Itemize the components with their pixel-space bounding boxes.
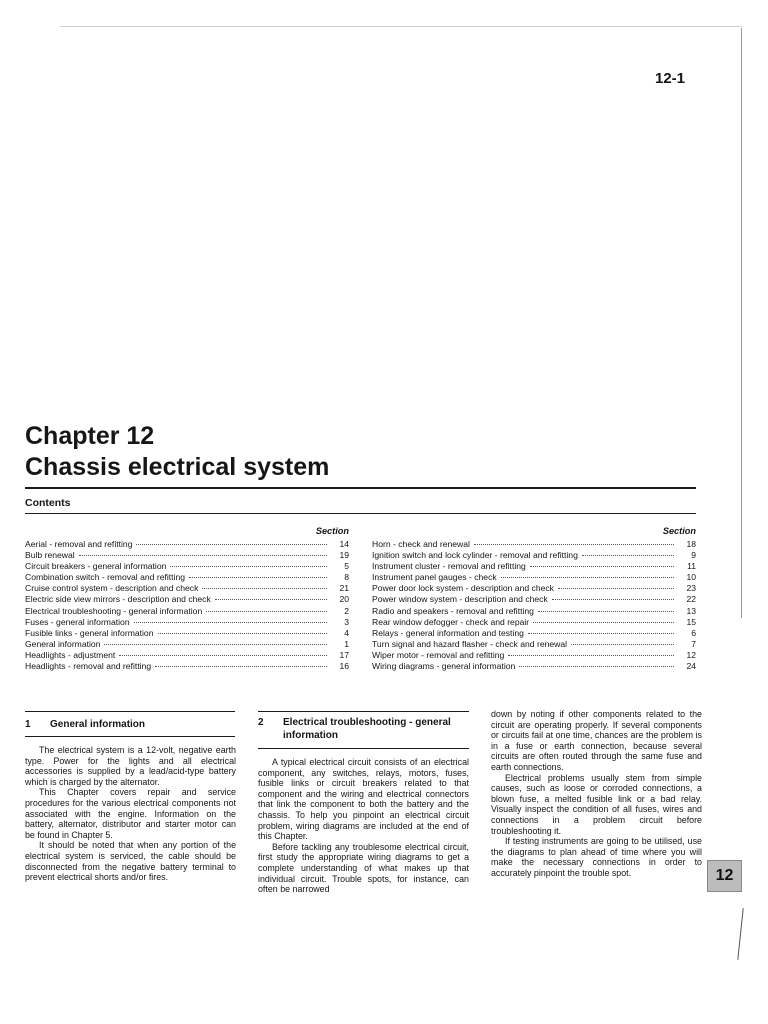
contents-entry-title: Cruise control system - description and check bbox=[25, 583, 199, 594]
margin-pen-mark bbox=[737, 908, 743, 960]
chapter-number: Chapter 12 bbox=[25, 422, 155, 450]
contents-entry bbox=[372, 550, 696, 561]
contents-entry-title: Electric side view mirrors - description and check bbox=[25, 594, 211, 605]
contents-entry bbox=[25, 539, 349, 550]
chapter-tab bbox=[707, 860, 742, 892]
contents-entry-title: Electrical troubleshooting - general information bbox=[25, 605, 203, 616]
contents-entry-title: Power window system - description and check bbox=[372, 594, 548, 605]
contents-entry bbox=[372, 539, 696, 550]
contents-leader-dots bbox=[571, 644, 674, 645]
contents-leader-dots bbox=[215, 599, 327, 600]
contents-leader-dots bbox=[104, 644, 327, 645]
contents-entry-title: Radio and speakers - removal and refitting bbox=[372, 605, 534, 616]
chapter-tab-label: 12 bbox=[715, 867, 734, 884]
contents-entry-title: Aerial - removal and refitting bbox=[25, 539, 133, 549]
contents-leader-dots bbox=[136, 544, 327, 545]
contents-entry bbox=[372, 661, 696, 672]
contents-entry-section: 7 bbox=[691, 638, 696, 649]
section-1-title: General information bbox=[50, 719, 146, 730]
contents-entry bbox=[372, 594, 696, 605]
contents-entry-title: Horn - check and renewal bbox=[372, 539, 470, 549]
contents-right-list bbox=[372, 539, 696, 672]
section-2-continued bbox=[491, 709, 702, 879]
contents-entry-section: 20 bbox=[339, 594, 349, 605]
contents-entry bbox=[372, 639, 696, 650]
title-rule bbox=[25, 487, 696, 489]
contents-entry-section: 8 bbox=[344, 572, 349, 583]
contents-entry-section: 14 bbox=[339, 539, 349, 549]
contents-leader-dots bbox=[202, 588, 327, 589]
contents-entry-section: 2 bbox=[344, 605, 349, 616]
contents-entry bbox=[25, 639, 349, 650]
contents-leader-dots bbox=[170, 566, 327, 567]
contents-entry-title: Wiper motor - removal and refitting bbox=[372, 649, 505, 660]
contents-leader-dots bbox=[558, 588, 674, 589]
contents-entry-title: Bulb renewal bbox=[25, 550, 75, 561]
section-2-number: 2 bbox=[258, 717, 264, 728]
contents-entry-section: 23 bbox=[686, 583, 696, 594]
contents-leader-dots bbox=[155, 666, 327, 667]
contents-entry-section: 15 bbox=[686, 616, 696, 627]
chapter-title bbox=[25, 421, 329, 483]
contents-rule bbox=[25, 513, 696, 514]
section-2-body bbox=[258, 757, 469, 895]
contents-entry bbox=[25, 628, 349, 639]
contents-leader-dots bbox=[530, 566, 674, 567]
contents-leader-dots bbox=[474, 544, 674, 545]
contents-entry-section: 1 bbox=[344, 638, 349, 649]
contents-leader-dots bbox=[519, 666, 674, 667]
contents-entry bbox=[372, 561, 696, 572]
contents-entry-section: 4 bbox=[344, 627, 349, 638]
contents-entry bbox=[25, 550, 349, 561]
paragraph: down by noting if other components related to the circuit are operating properly. If several components or circuits fail at one time, chances are the problem is in a fuse or earth connection, because several circuits are often routed through the same fuse and earth connections. bbox=[491, 709, 702, 772]
contents-entry bbox=[372, 617, 696, 628]
contents-entry-title: Fusible links - general information bbox=[25, 627, 154, 638]
contents-left-list bbox=[25, 539, 349, 672]
contents-entry bbox=[25, 583, 349, 594]
contents-entry-title: Instrument cluster - removal and refitting bbox=[372, 561, 526, 572]
paragraph: If testing instruments are going to be utilised, use the diagrams to plan ahead of time where you will make the necessary connections in order to accurately pinpoint the trouble spot. bbox=[491, 836, 702, 878]
contents-entry-section: 19 bbox=[339, 550, 349, 561]
contents-entry-section: 12 bbox=[686, 649, 696, 660]
section-2-top-rule bbox=[258, 711, 469, 712]
contents-entry bbox=[25, 617, 349, 628]
paragraph: Electrical problems usually stem from simple causes, such as loose or corroded connections, a blown fuse, a melted fusible link or a bad relay. Visually inspect the condition of all fuses, wires and connections in a problem circuit before troubleshooting it. bbox=[491, 772, 702, 836]
contents-leader-dots bbox=[158, 633, 328, 634]
paragraph: A typical electrical circuit consists of an electrical component, any switches, relays, motors, fuses, fusible links or circuit breakers related to that component and the wiring and electrical connectors that link the component to both the battery and the chassis. To help you pinpoint an electrical circuit problem, wiring diagrams are included at the end of this Chapter. bbox=[258, 757, 469, 842]
contents-leader-dots bbox=[508, 655, 674, 656]
section-1-top-rule bbox=[25, 711, 235, 712]
contents-entry-title: Instrument panel gauges - check bbox=[372, 572, 497, 583]
contents-leader-dots bbox=[501, 577, 674, 578]
contents-entry-title: Fuses - general information bbox=[25, 616, 130, 627]
section-column-header: Section bbox=[662, 526, 696, 536]
contents-entry-section: 13 bbox=[686, 605, 696, 616]
contents-entry-title: Wiring diagrams - general information bbox=[372, 661, 516, 672]
paragraph: It should be noted that when any portion of the electrical system is serviced, the cable should be disconnected from the negative battery terminal to prevent electrical shorts and/or fires. bbox=[25, 840, 236, 883]
contents-left-column bbox=[25, 526, 349, 672]
contents-entry-title: Circuit breakers - general information bbox=[25, 561, 167, 572]
contents-leader-dots bbox=[538, 611, 674, 612]
contents-leader-dots bbox=[206, 611, 327, 612]
contents-entry bbox=[372, 572, 696, 583]
scan-right-edge bbox=[741, 28, 742, 618]
paragraph: This Chapter covers repair and service procedures for the various electrical components not associated with the engine. Information on the battery, alternator, distributor and starter motor can be found in Chapter 5. bbox=[25, 787, 236, 840]
contents-leader-dots bbox=[582, 555, 674, 556]
contents-entry-section: 17 bbox=[339, 649, 349, 660]
contents-entry-section: 11 bbox=[687, 561, 696, 572]
section-1-bottom-rule bbox=[25, 736, 235, 737]
contents-entry-title: Combination switch - removal and refitting bbox=[25, 572, 186, 583]
contents-entry-section: 18 bbox=[686, 539, 696, 549]
contents-entry-section: 9 bbox=[691, 550, 696, 561]
contents-entry bbox=[25, 561, 349, 572]
contents-entry-section: 22 bbox=[686, 594, 696, 605]
contents-entry bbox=[25, 650, 349, 661]
contents-entry bbox=[25, 572, 349, 583]
scan-top-edge bbox=[60, 26, 742, 27]
contents-entry-section: 16 bbox=[339, 661, 349, 672]
contents-leader-dots bbox=[119, 655, 327, 656]
contents-label: Contents bbox=[25, 497, 71, 509]
section-column-header: Section bbox=[315, 526, 349, 536]
contents-entry-title: Power door lock system - description and check bbox=[372, 583, 554, 594]
contents-entry bbox=[372, 606, 696, 617]
contents-entry-section: 3 bbox=[344, 616, 349, 627]
contents-entry bbox=[25, 661, 349, 672]
contents-entry-title: General information bbox=[25, 638, 101, 649]
contents-entry bbox=[25, 606, 349, 617]
paragraph: Before tackling any troublesome electrical circuit, first study the appropriate wiring diagrams to get a complete understanding of what makes up that individual circuit. Trouble spots, for instance, can often be narrowed bbox=[258, 841, 469, 895]
contents-leader-dots bbox=[533, 622, 674, 623]
contents-leader-dots bbox=[134, 622, 327, 623]
contents-entry bbox=[372, 583, 696, 594]
contents-entry-title: Turn signal and hazard flasher - check and renewal bbox=[372, 638, 568, 649]
section-2-bottom-rule bbox=[258, 748, 469, 749]
page-number: 12-1 bbox=[655, 70, 686, 87]
contents-entry-title: Headlights - adjustment bbox=[25, 649, 116, 660]
contents-entry-section: 10 bbox=[686, 572, 696, 583]
contents-entry-section: 6 bbox=[691, 627, 696, 638]
contents-entry-title: Rear window defogger - check and repair bbox=[372, 616, 530, 627]
contents-right-column bbox=[372, 526, 696, 672]
contents-entry-section: 21 bbox=[339, 583, 349, 594]
section-1-number: 1 bbox=[25, 719, 31, 730]
contents-entry bbox=[372, 650, 696, 661]
contents-leader-dots bbox=[552, 599, 674, 600]
contents-entry-title: Headlights - removal and refitting bbox=[25, 661, 152, 672]
contents-leader-dots bbox=[79, 555, 327, 556]
contents-entry-title: Ignition switch and lock cylinder - removal and refitting bbox=[372, 550, 578, 561]
contents-entry bbox=[372, 628, 696, 639]
section-1-body bbox=[25, 745, 236, 883]
paragraph: The electrical system is a 12-volt, negative earth type. Power for the lights and all electrical accessories is supplied by a lead/acid-type battery which is charged by the alternator. bbox=[25, 745, 236, 787]
contents-leader-dots bbox=[189, 577, 327, 578]
section-2-title: Electrical troubleshooting - general information bbox=[283, 717, 451, 741]
chapter-name: Chassis electrical system bbox=[25, 453, 330, 481]
contents-entry bbox=[25, 594, 349, 605]
contents-entry-section: 5 bbox=[344, 561, 349, 572]
contents-leader-dots bbox=[528, 633, 674, 634]
contents-entry-section: 24 bbox=[686, 661, 696, 672]
contents-entry-title: Relays - general information and testing bbox=[372, 627, 524, 638]
